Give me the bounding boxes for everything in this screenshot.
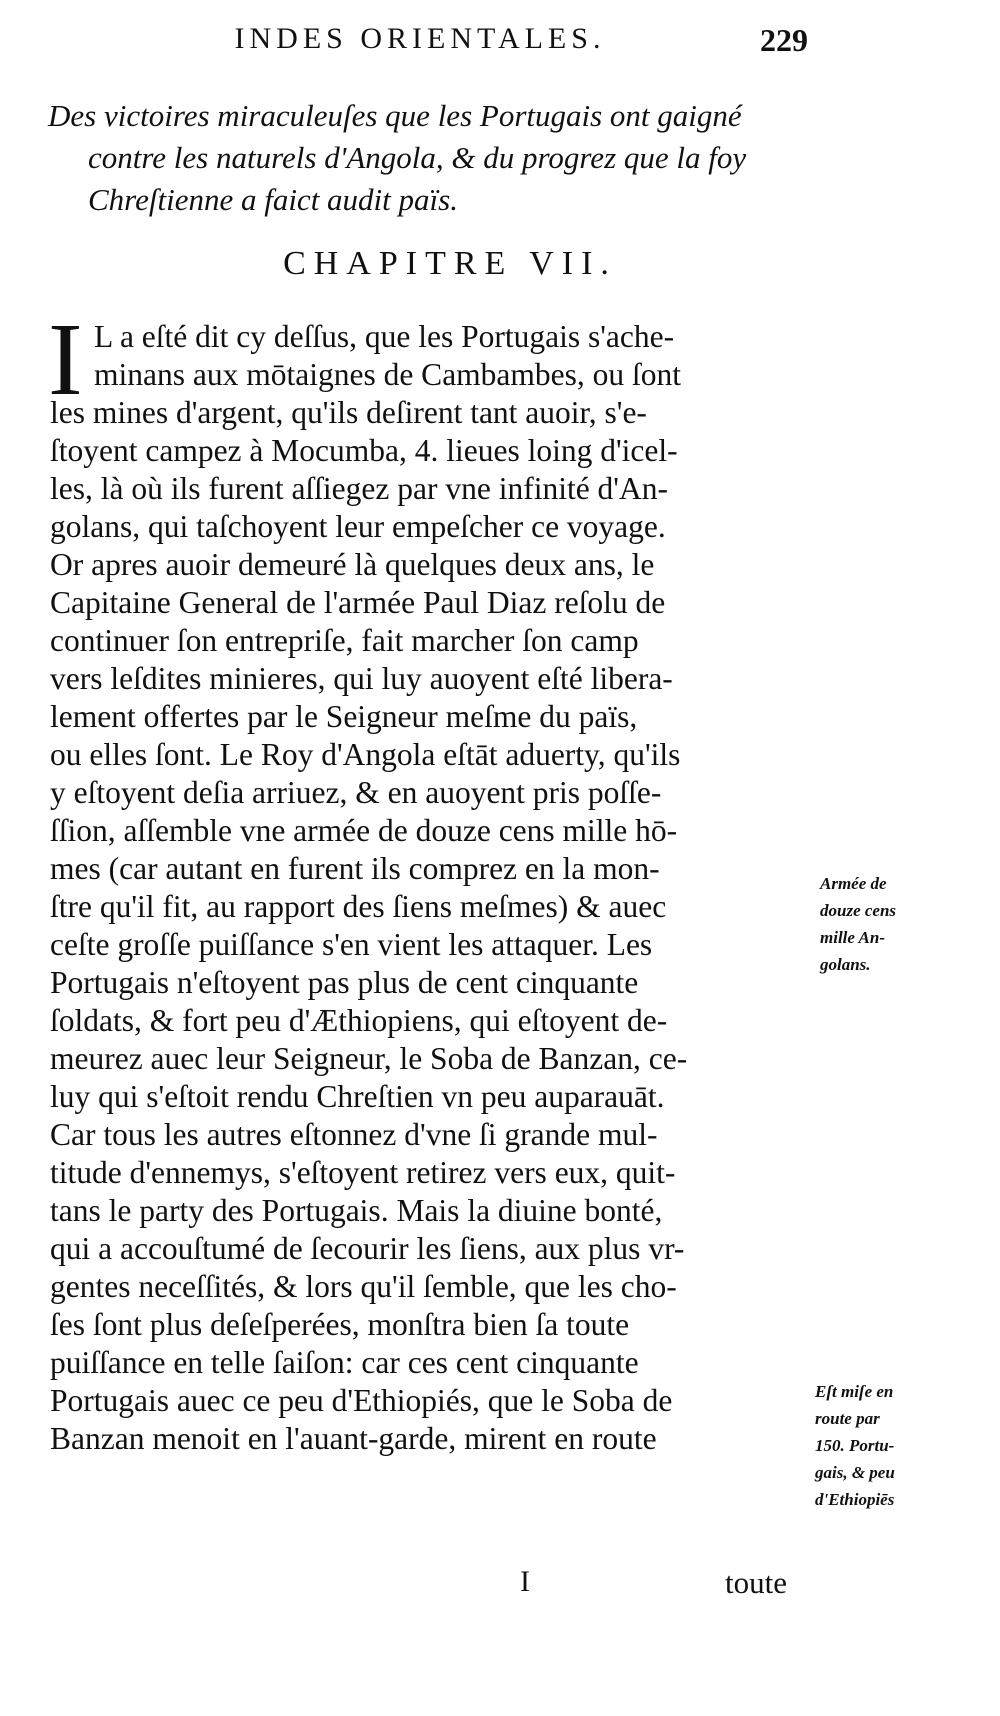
text-line: L a eſté dit cy deſſus, que les Portugais s'ache- (94, 319, 675, 354)
text-line: minans aux mōtaignes de Cambambes, ou ſont (94, 357, 682, 392)
text-line: tans le party des Portugais. Mais la diuine bonté, (50, 1193, 663, 1228)
marginal-note-line: Armée de (820, 874, 887, 893)
running-head: INDES ORIENTALES. (234, 22, 606, 55)
marginal-note (820, 870, 896, 978)
text-line: puiſſance en telle ſaiſon: car ces cent cinquante (50, 1345, 639, 1380)
text-line: ſſion, aſſemble vne armée de douze cens mille hō- (50, 813, 678, 848)
text-line: ou elles ſont. Le Roy d'Angola eſtāt aduerty, qu'ils (50, 737, 681, 772)
marginal-note-line: douze cens (820, 901, 897, 920)
marginal-note-line: Eſt miſe en (815, 1382, 894, 1401)
catchword: toute (725, 1565, 787, 1600)
text-line: meurez auec leur Seigneur, le Soba de Banzan, ce- (50, 1041, 688, 1076)
text-line: Banzan menoit en l'auant-garde, mirent en route (50, 1421, 657, 1456)
marginal-note-line: route par (815, 1409, 880, 1428)
text-line: ſtoyent campez à Mocumba, 4. lieues loing d'icel- (50, 433, 678, 468)
text-line: Capitaine General de l'armée Paul Diaz reſolu de (50, 585, 666, 620)
chapter-heading: CHAPITRE VII. (283, 245, 617, 282)
marginal-note (815, 1378, 895, 1513)
signature-mark: I (520, 1565, 530, 1598)
text-line: ſoldats, & fort peu d'Æthiopiens, qui eſtoyent de- (50, 1003, 668, 1038)
text-line: ſtre qu'il fit, au rapport des ſiens meſmes) & auec (50, 889, 667, 924)
text-line: gentes neceſſités, & lors qu'il ſemble, que les cho- (50, 1269, 677, 1304)
marginal-note-line: 150. Portu- (815, 1436, 895, 1455)
text-line: ceſte groſſe puiſſance s'en vient les attaquer. Les (50, 927, 653, 962)
page-number: 229 (760, 22, 808, 58)
text-line: Portugais auec ce peu d'Ethiopiés, que le Soba de (50, 1383, 673, 1418)
chapter-summary (48, 95, 828, 221)
body-text (48, 302, 790, 1458)
text-line: Portugais n'eſtoyent pas plus de cent cinquante (50, 965, 639, 1000)
text-line: qui a accouſtumé de ſecourir les ſiens, aux plus vr- (50, 1231, 685, 1266)
text-line: luy qui s'eſtoit rendu Chreſtien vn peu auparauāt. (50, 1079, 665, 1114)
text-line: mes (car autant en furent ils comprez en la mon- (50, 851, 660, 886)
text-line: ſes ſont plus deſeſperées, monſtra bien ſa toute (50, 1307, 630, 1342)
text-line: lement offertes par le Seigneur meſme du païs, (50, 699, 638, 734)
summary-line: contre les naturels d'Angola, & du progrez que la foy (88, 140, 747, 175)
text-line: les mines d'argent, qu'ils deſirent tant auoir, s'e- (50, 395, 647, 430)
marginal-note-line: golans. (820, 955, 871, 974)
summary-line: Des victoires miraculeuſes que les Portugais ont gaigné (48, 98, 742, 133)
marginal-note-line: gais, & peu (815, 1463, 895, 1482)
text-line: continuer ſon entrepriſe, fait marcher ſon camp (50, 623, 639, 658)
drop-cap: I (48, 302, 83, 417)
text-line: y eſtoyent deſia arriuez, & en auoyent pris poſſe- (50, 775, 662, 810)
text-line: Or apres auoir demeuré là quelques deux ans, le (50, 547, 655, 582)
text-line: Car tous les autres eſtonnez d'vne ſi grande mul- (50, 1117, 658, 1152)
text-line: titude d'ennemys, s'eſtoyent retirez vers eux, quit- (50, 1155, 676, 1190)
marginal-note-line: mille An- (820, 928, 886, 947)
text-line: vers leſdites minieres, qui luy auoyent eſté libera- (50, 661, 673, 696)
summary-line: Chreſtienne a faict audit païs. (88, 182, 458, 217)
text-line: golans, qui taſchoyent leur empeſcher ce voyage. (50, 509, 666, 544)
marginal-note-line: d'Ethiopiēs (815, 1490, 895, 1509)
text-line: les, là où ils furent aſſiegez par vne infinité d'An- (50, 471, 668, 506)
